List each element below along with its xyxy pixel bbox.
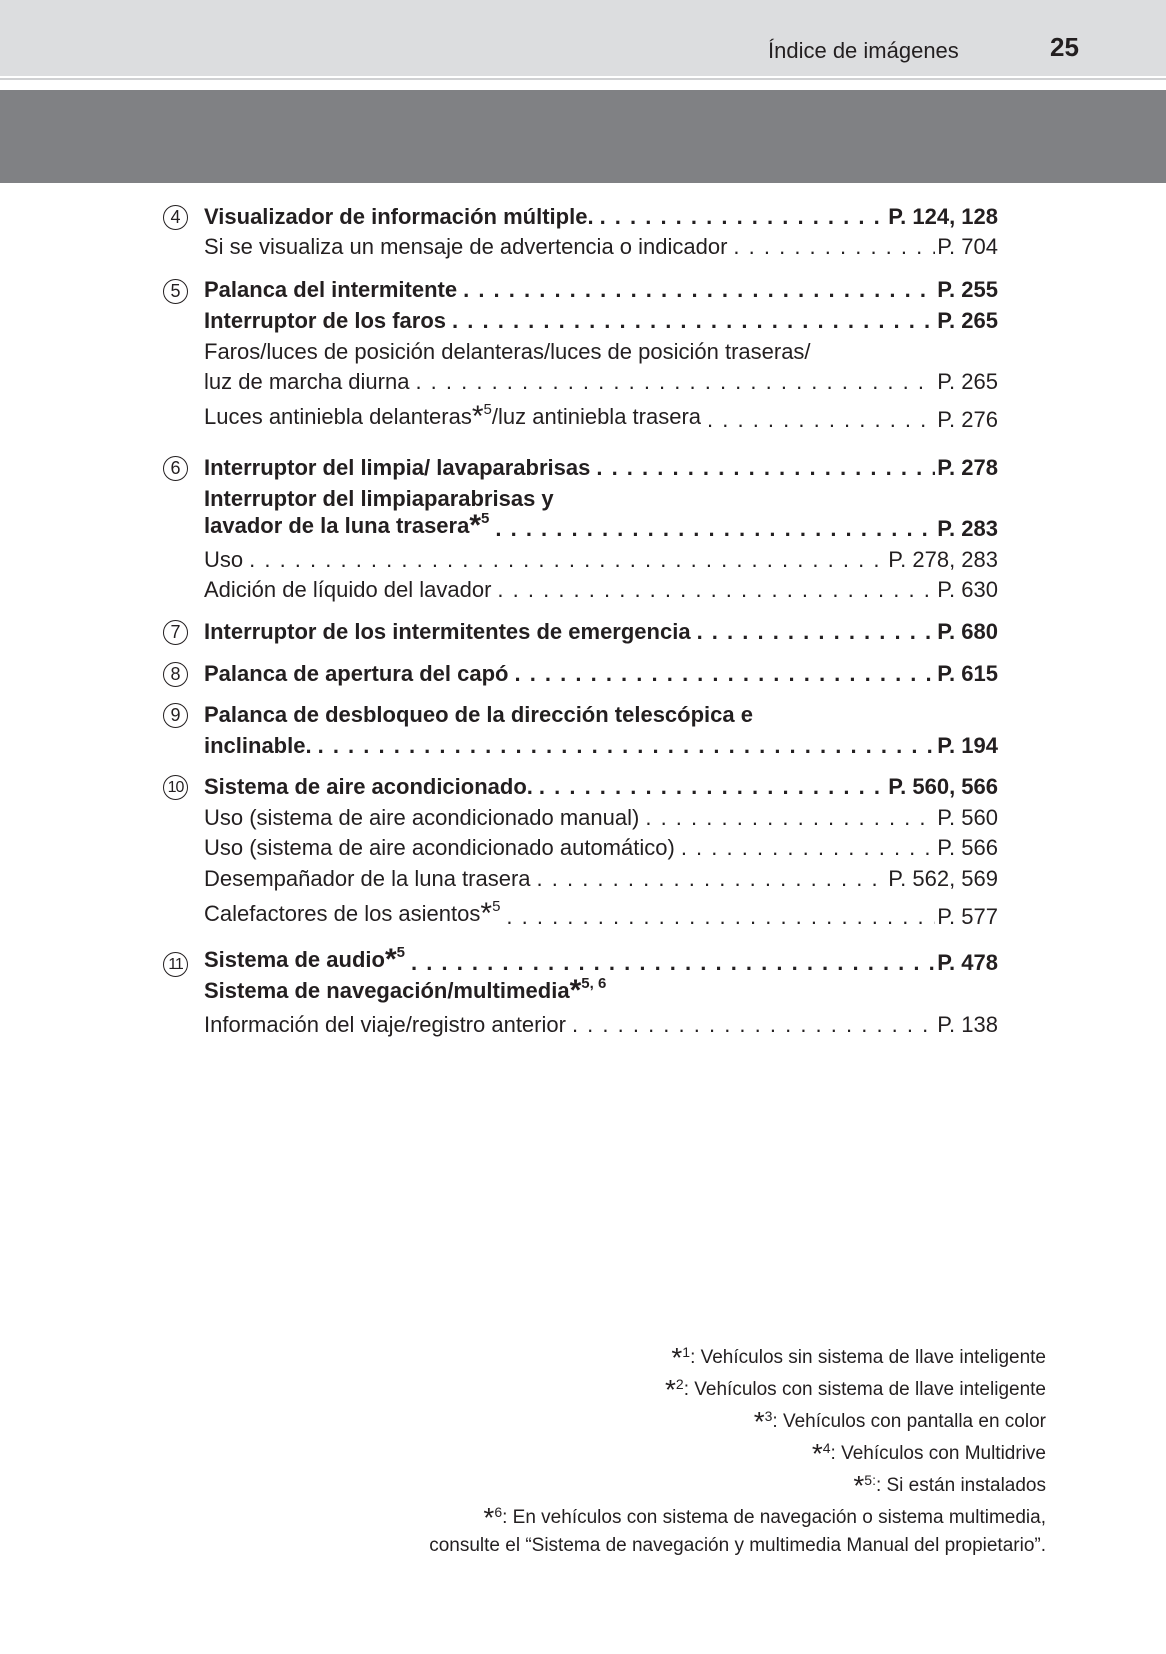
index-entry[interactable] <box>204 771 998 801</box>
circled-number-6: 6 <box>163 456 188 481</box>
entry-label <box>204 975 606 1008</box>
page-reference: P. 265 <box>937 308 998 333</box>
index-entry[interactable] <box>204 730 998 760</box>
entry-label: Palanca de apertura del capó <box>204 661 509 686</box>
footnote <box>429 1500 1046 1532</box>
entry-label-part: Calefactores de los asientos <box>204 901 481 926</box>
index-entry[interactable] <box>204 201 998 231</box>
index-entry[interactable] <box>204 897 998 931</box>
page-reference: P. 560 <box>937 805 998 830</box>
page-reference: P. 566 <box>937 835 998 860</box>
index-entry[interactable] <box>204 802 998 832</box>
leader-dots <box>249 546 886 574</box>
footnote <box>429 1340 1046 1372</box>
index-entry[interactable] <box>204 544 998 574</box>
leader-dots <box>411 949 935 977</box>
page-reference: P. 577 <box>937 904 998 929</box>
footnote-ref: 5 <box>483 401 492 418</box>
asterisk-mark: * <box>671 1342 683 1373</box>
header-band <box>0 0 1166 76</box>
asterisk-mark: * <box>384 943 397 976</box>
entry-label: Interruptor del limpia/ lavaparabrisas <box>204 455 591 480</box>
footnote-text: : Vehículos con sistema de llave inteligente <box>683 1379 1046 1400</box>
footnotes <box>429 1340 1046 1559</box>
index-entry[interactable] <box>204 305 998 335</box>
page-reference: P. 276 <box>937 407 998 432</box>
section-banner <box>0 90 1166 183</box>
entry-label: Faros/luces de posición delanteras/luces de posición traseras/ <box>204 339 811 364</box>
footnote-ref: 5, 6 <box>581 975 607 992</box>
circled-number-11: 11 <box>163 952 188 977</box>
entry-label-part: lavador de la luna trasera <box>204 513 470 538</box>
footnote-ref: 5 <box>481 510 490 527</box>
asterisk-mark: * <box>469 509 482 542</box>
footnote <box>429 1372 1046 1404</box>
leader-dots <box>318 732 936 760</box>
circled-number-5: 5 <box>163 279 188 304</box>
entry-label: Palanca de desbloqueo de la dirección telescópica e <box>204 702 753 727</box>
footnote-number: 1 <box>682 1344 691 1360</box>
leader-dots <box>733 233 935 261</box>
page-reference: P. 680 <box>937 619 998 644</box>
circled-number-7: 7 <box>163 620 188 645</box>
index-entry[interactable] <box>204 274 998 304</box>
entry-label: Desempañador de la luna trasera <box>204 866 531 891</box>
index-entry[interactable] <box>204 231 998 261</box>
entry-label <box>204 510 489 543</box>
circled-number-10: 10 <box>163 775 188 800</box>
page-reference: P. 283 <box>937 516 998 541</box>
entry-label: Uso (sistema de aire acondicionado automático) <box>204 835 675 860</box>
leader-dots <box>600 203 887 231</box>
page-reference: P. 704 <box>937 234 998 259</box>
index-entry-text <box>204 483 998 513</box>
index-entry-text <box>204 336 998 366</box>
leader-dots <box>514 660 935 688</box>
entry-label-part: Sistema de audio <box>204 947 385 972</box>
entry-label <box>204 401 701 434</box>
asterisk-mark: * <box>853 1470 865 1501</box>
index-entry[interactable] <box>204 863 998 893</box>
leader-dots <box>572 1011 935 1039</box>
index-entry[interactable] <box>204 366 998 396</box>
asterisk-mark: * <box>753 1406 765 1437</box>
leader-dots <box>645 804 935 832</box>
leader-dots <box>539 773 886 801</box>
footnote <box>429 1436 1046 1468</box>
leader-dots <box>497 576 935 604</box>
leader-dots <box>697 618 936 646</box>
page-reference: P. 278 <box>937 455 998 480</box>
index-entry[interactable] <box>204 400 998 434</box>
entry-label: Interruptor de los faros <box>204 308 447 333</box>
header-divider <box>0 78 1166 80</box>
page-reference: P. 265 <box>937 369 998 394</box>
page-reference: P. 630 <box>937 577 998 602</box>
page-reference: P. 562, 569 <box>888 866 998 891</box>
page-reference: P. 278, 283 <box>888 547 998 572</box>
entry-label: Visualizador de información múltiple. <box>204 204 594 229</box>
asterisk-mark: * <box>471 400 484 433</box>
index-entry-text <box>204 974 998 1008</box>
entry-label <box>204 944 405 977</box>
footnote-number: 5 <box>864 1472 873 1488</box>
leader-dots <box>495 515 935 543</box>
entry-label-part: Sistema de navegación/multimedia <box>204 978 570 1003</box>
footnote-continuation <box>429 1532 1046 1559</box>
asterisk-mark: * <box>480 897 493 930</box>
footnote-text: consulte el “Sistema de navegación y multimedia Manual del propietario”. <box>429 1535 1046 1556</box>
entry-label: Interruptor de los intermitentes de emergencia <box>204 619 691 644</box>
entry-label: Palanca del intermitente <box>204 277 458 302</box>
leader-dots <box>415 368 935 396</box>
entry-label: Interruptor del limpiaparabrisas y <box>204 486 554 511</box>
entry-label: Adición de líquido del lavador <box>204 577 492 602</box>
asterisk-mark: * <box>811 1438 823 1469</box>
leader-dots <box>707 406 935 434</box>
asterisk-mark: * <box>483 1502 495 1533</box>
leader-dots <box>452 307 935 335</box>
entry-label: inclinable. <box>204 733 312 758</box>
index-entry[interactable] <box>204 832 998 862</box>
index-entry[interactable] <box>204 943 998 977</box>
page-reference: P. 615 <box>937 661 998 686</box>
footnote-number: 2 <box>675 1376 684 1392</box>
circled-number-4: 4 <box>163 205 188 230</box>
index-entry[interactable] <box>204 574 998 604</box>
entry-label: Uso (sistema de aire acondicionado manual) <box>204 805 640 830</box>
footnote-number: 6 <box>494 1504 503 1520</box>
index-entry-text <box>204 699 998 729</box>
page-reference: P. 194 <box>937 733 998 758</box>
footnote-text: : En vehículos con sistema de navegación o sistema multimedia, <box>502 1507 1046 1528</box>
page-reference: P. 124, 128 <box>888 204 998 229</box>
entry-label: luz de marcha diurna <box>204 369 410 394</box>
leader-dots <box>681 834 935 862</box>
footnote-text: : Si están instalados <box>875 1475 1046 1496</box>
index-entry[interactable] <box>204 658 998 688</box>
footnote <box>429 1404 1046 1436</box>
footnote-text: : Vehículos con Multidrive <box>830 1443 1046 1464</box>
footnote-number: 3 <box>764 1408 773 1424</box>
entry-label-part: Luces antiniebla delanteras <box>204 404 472 429</box>
page-reference: P. 478 <box>937 950 998 975</box>
asterisk-mark: * <box>569 974 582 1007</box>
entry-label: Información del viaje/registro anterior <box>204 1012 566 1037</box>
page-reference: P. 138 <box>937 1012 998 1037</box>
footnote-ref: 5 <box>492 898 501 915</box>
index-entry[interactable] <box>204 1009 998 1039</box>
page-reference: P. 560, 566 <box>888 774 998 799</box>
circled-number-8: 8 <box>163 662 188 687</box>
leader-dots <box>537 865 887 893</box>
footnote-number: 4 <box>822 1440 831 1456</box>
footnote-number-suffix: : <box>872 1472 876 1488</box>
index-entry[interactable] <box>204 616 998 646</box>
entry-label: Uso <box>204 547 244 572</box>
entry-label <box>204 898 500 931</box>
index-entry[interactable] <box>204 509 998 543</box>
entry-label: Sistema de aire acondicionado. <box>204 774 533 799</box>
leader-dots <box>506 903 935 931</box>
footnote-text: : Vehículos sin sistema de llave inteligente <box>690 1347 1046 1368</box>
entry-label: Si se visualiza un mensaje de advertencia o indicador <box>204 234 728 259</box>
page-reference: P. 255 <box>937 277 998 302</box>
footnote-text: : Vehículos con pantalla en color <box>772 1411 1046 1432</box>
index-entry[interactable] <box>204 452 998 482</box>
leader-dots <box>463 276 935 304</box>
footnote-ref: 5 <box>396 944 405 961</box>
page-number: 25 <box>1050 32 1079 62</box>
asterisk-mark: * <box>665 1374 676 1405</box>
leader-dots <box>596 454 935 482</box>
footnote <box>429 1468 1046 1500</box>
entry-label-part: /luz antiniebla trasera <box>491 404 702 429</box>
circled-number-9: 9 <box>163 703 188 728</box>
section-title: Índice de imágenes <box>768 38 959 63</box>
